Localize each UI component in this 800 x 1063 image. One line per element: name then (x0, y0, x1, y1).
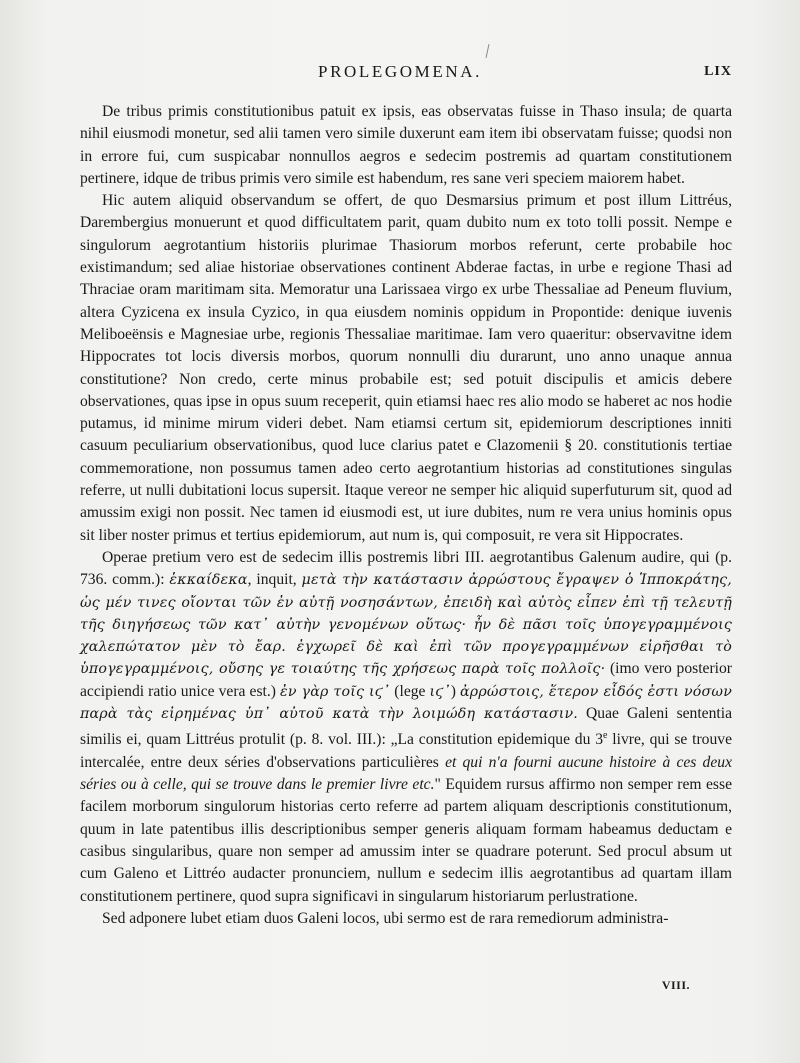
text-run: De tribus primis constitutionibus patuit ex ipsis, eas observatas fuisse in Thaso insula; de quarta nihil eiusmodi monetur, sed alii tamen vero simile duxerunt eam item ibi observatam fuisse; quodsi non in errore fui, cum suspicabar nonnullos aegros e sedecim postremis ad quartam constitutionem pertinere, idque de tribus primis vero simile est habendum, res sane veri speciem maiorem habet. (80, 103, 732, 187)
margin-mark (486, 44, 490, 58)
text-run: Quae Galeni sententia similis ei, quam Littréus protulit (p. 8. vol. III.): „La constitution epidemique du 3 (80, 705, 732, 749)
body-text (80, 101, 732, 930)
paragraph (80, 547, 732, 908)
text-run: Sed adponere lubet etiam duos Galeni locos, ubi sermo est de rara remediorum administra- (102, 909, 669, 927)
paragraph (80, 101, 732, 190)
paragraph (80, 190, 732, 547)
paragraph (80, 908, 732, 930)
greek-quotation: μετὰ τὴν κατάστασιν ἀρρώστους ἔγραψεν ὁ Ἱπποκράτης, ὡς μέν τινες οἴονται τῶν ἐν αὐτῇ νοσησάντων, ἐπειδὴ καὶ αὐτὸς εἶπεν ἐπὶ τῇ τελευτῇ τῆς διηγήσεως τῶν κατ᾽ αὐτὴν γενομένων οὕτως· ἦν δὲ πᾶσι τοῖς ὑπογεγραμμένοις χαλεπώτατον μὲν τὸ ἔαρ. ἐγχωρεῖ δὲ καὶ ἐπὶ τῶν προγεγραμμένων εἰρῆσθαι τὸ ὑπογεγραμμένοις, οὔσης γε τοιαύτης τῆς χρήσεως παρὰ τοῖς πολλοῖς· (80, 572, 732, 678)
running-head (0, 62, 800, 84)
text-run: livre, qui se trouve intercalée, entre deux séries d'observations particulières (80, 731, 732, 771)
text-run: (imo vero posterior accipiendi ratio unice vera est.) (80, 660, 732, 700)
italic-quotation: et qui n'a fourni aucune histoire à ces deux séries ou à celle, qui se trouve dans le premier livre etc. (80, 753, 732, 794)
greek-quotation: ἑκκαίδεκα (169, 572, 248, 589)
text-run: " Equidem rursus affirmo non semper rem esse facilem morborum singulorum historias certo referre ad partem aliquam descriptionis constitutionum, quum in late patentibus illis descriptionibus semper generis aliquam formam habeamus deductam e casibus singularibus, quare non semper ad amussim inter se quadrare poterunt. Sed procul absum ut cum Galeno et Littréo audacter pronunciem, nullum e sedecim illis aegrotantibus ad quartam illam constitutionem pertinere, quod supra significavi in singularum historiarum perlustratione. (80, 776, 732, 905)
text-run: (lege (390, 682, 430, 700)
greek-quotation: ἀρρώστοις, ἕτερον εἶδός ἐστι νόσων παρὰ τὰς εἰρημένας ὑπ᾽ αὐτοῦ κατὰ τὴν λοιμώδη κατάστασιν. (80, 683, 733, 723)
running-title: PROLEGOMENA. (318, 62, 482, 81)
text-run: , inquit, (247, 571, 302, 589)
text-run: ) (450, 682, 461, 700)
text-run: Operae pretium vero est de sedecim illis postremis libri III. aegrotantibus Galenum audire, qui (p. 736. comm.): (80, 548, 732, 589)
text-run: e (603, 730, 608, 742)
signature-mark: VIII. (661, 978, 690, 992)
greek-quotation: ιϛ᾽ (429, 683, 451, 700)
greek-quotation: ἐν γὰρ τοῖς ιϛ᾽ (280, 683, 391, 700)
page-number: LIX (704, 64, 732, 79)
text-run: Hic autem aliquid observandum se offert, de quo Desmarsius primum et post illum Littréus, Darembergius monuerunt et quod difficultatem parit, quam dubito num ex toto tolli possit. Nempe e singulorum aegrotantium historiis plurimae Thasiorum morbos referunt, certe probabile hoc existimandum; sed aliae historiae observationes continent Abderae factas, in urbe e regione Thasi ad Thraciae oram maritimam sita. Memoratur una Larissaea virgo ex urbe Thessaliae ad Peneum fluvium, altera Cyzicena ex insula Cyzico, in qua eiusdem nominis oppidum in Propontide: denique iuvenis Meliboeënsis e Magnesiae urbe, regionis Thessaliae maritimae. Iam vero quaeritur: observavitne idem Hippocrates tot locis diversis morbos, quorum nonnulli diu durarunt, uno anno unaque annua constitutione? Non credo, certe minus probabile est; sed potuit discipulis et amicis debere observationes, quas ipse in opus suum receperit, quin etiamsi haec res alio modo se haberet ac nos hodie putamus, id minime mirum videri debet. Nam etiamsi certum sit, epidemiorum descriptiones inniti casuum peculiarium observationibus, quod luce clarius patet e Clazomenii § 20. constitutionis tertiae commemoratione, non possumus tamen adeo certo aegrotantium historias ad constitutiones singulas referre, ut nulli dubitationi locus supersit. Itaque vereor ne semper hic aliquid superfuturum sit, quod ad amussim exigi non possit. Nec tamen id eiusmodi est, ut iure dubites, num re vera unius hominis opus sit liber noster primus et tertius epidemiorum, aut num is, qui composuit, re vera sit Hippocrates. (80, 192, 732, 544)
